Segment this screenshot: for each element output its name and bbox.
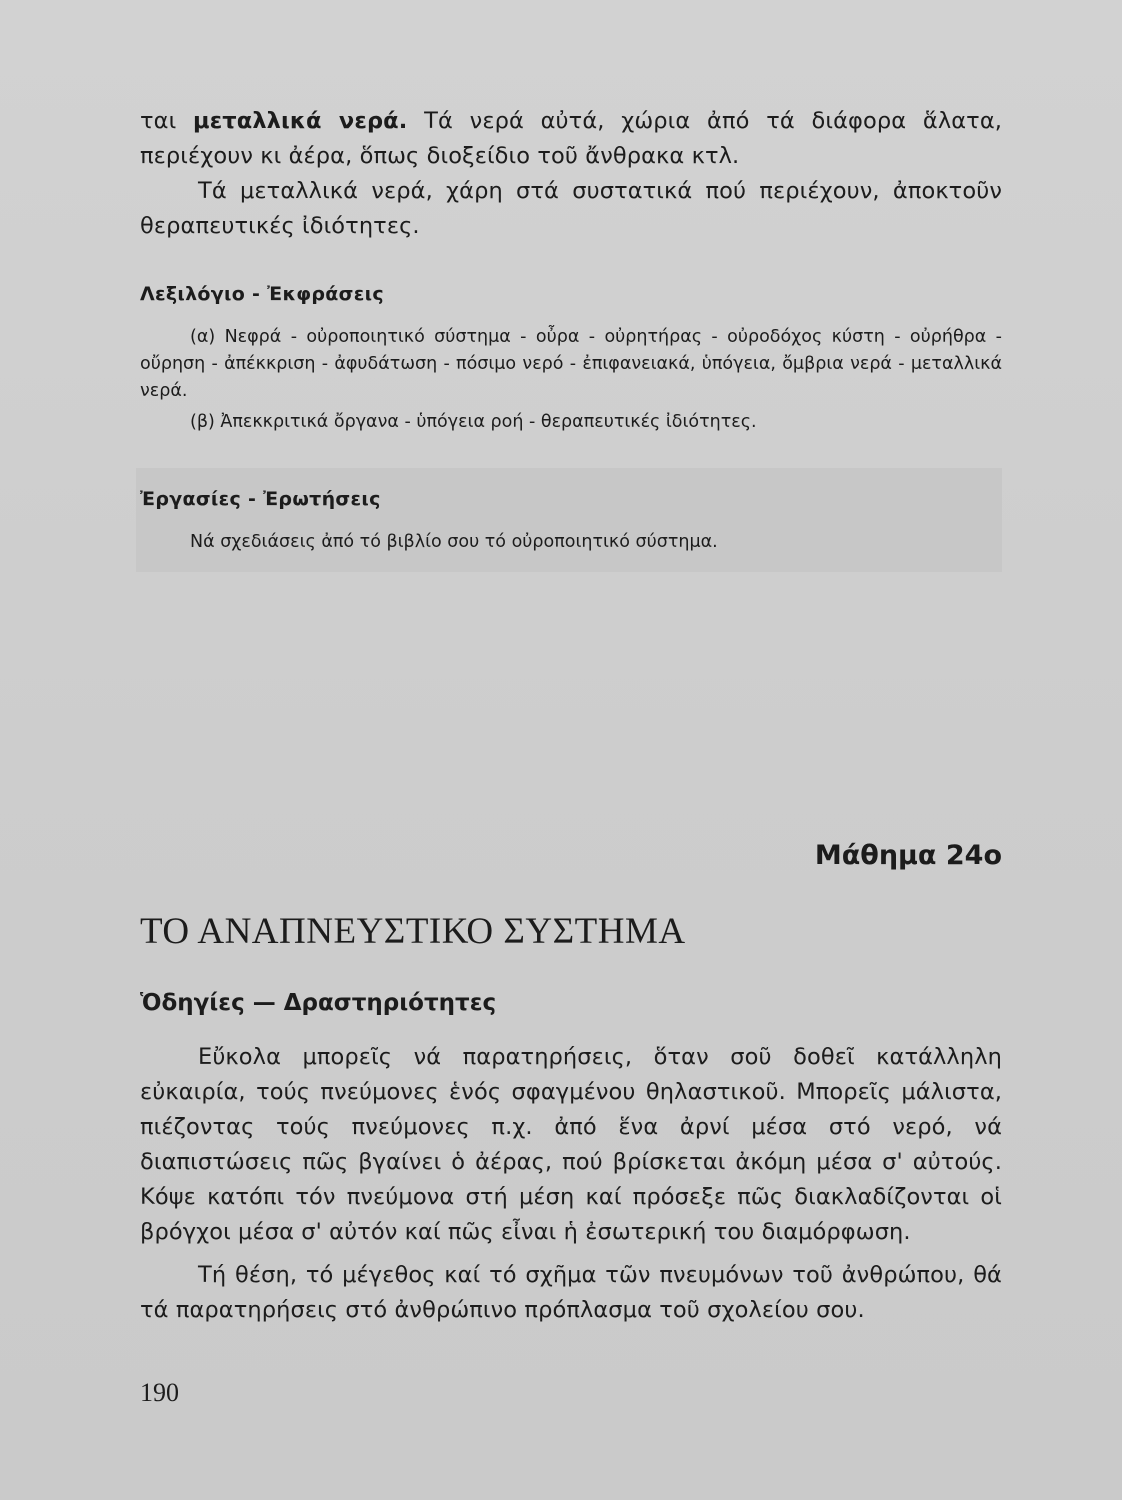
vocabulary-list xyxy=(140,324,1002,436)
exercises-text-block xyxy=(140,529,1002,556)
print-shadow-band xyxy=(136,468,1002,572)
vocabulary-heading: Λεξιλόγιο - Ἐκφράσεις xyxy=(140,283,384,305)
page-number: 190 xyxy=(140,1378,179,1407)
lesson-label: Μάθημα 24ο xyxy=(814,840,1002,871)
exercises-heading: Ἐργασίες - Ἐρωτήσεις xyxy=(140,488,381,510)
vocabulary-item-b: (β) Ἀπεκκριτικά ὄργανα - ὑπόγεια ροή - θεραπευτικές ἰδιότητες. xyxy=(190,412,757,432)
instructions-body xyxy=(140,1040,1002,1328)
top-paragraph xyxy=(140,104,1002,244)
exercises-text: Νά σχεδιάσεις ἀπό τό βιβλίο σου τό οὐροποιητικό σύστημα. xyxy=(190,532,718,552)
term-metallika-nera: μεταλλικά νερά. xyxy=(193,108,408,134)
vocabulary-item-a: (α) Νεφρά - οὐροποιητικό σύστημα - οὖρα - οὐρητήρας - οὐροδόχος κύστη - οὐρήθρα - οὔρηση - ἀπέκκριση - ἀφυδάτωση - πόσιμο νερό - ἐπιφανειακά, ὑπόγεια, ὄμβρια νερά - μεταλλικά νερά. xyxy=(140,327,1002,401)
text-fragment: ται xyxy=(140,108,194,134)
instructions-heading: Ὁδηγίες — Δραστηριότητες xyxy=(140,990,497,1016)
chapter-title: ΤΟ ΑΝΑΠΝΕΥΣΤΙΚΟ ΣΥΣΤΗΜΑ xyxy=(140,911,686,952)
instructions-paragraph-1: Εὔκολα μπορεῖς νά παρατηρήσεις, ὅταν σοῦ δοθεῖ κατάλληλη εὐκαιρία, τούς πνεύμονες ἑνός σφαγμένου θηλαστικοῦ. Μπορεῖς μάλιστα, πιέζοντας τούς πνεύμονες π.χ. ἀπό ἕνα ἀρνί μέσα στό νερό, νά διαπιστώσεις πῶς βγαίνει ὁ ἀέρας, πού βρίσκεται ἀκόμη μέσα σ' αὐτούς. Κόψε κατόπι τόν πνεύμονα στή μέση καί πρόσεξε πῶς διακλαδίζονται οἱ βρόγχοι μέσα σ' αὐτόν καί πῶς εἶναι ἡ ἐσωτερική του διαμόρφωση. xyxy=(140,1044,1002,1245)
text-fragment: Τά νερά αὐτά, χώρια ἀπό τά διάφορα ἅλατα, περιέχουν κι ἀέρα, ὅπως διοξείδιο τοῦ ἄνθρακα κτλ. xyxy=(140,108,1003,169)
paragraph-therapeutic: Τά μεταλλικά νερά, χάρη στά συστατικά πού περιέχουν, ἀποκτοῦν θεραπευτικές ἰδιότητες. xyxy=(140,178,1002,239)
instructions-paragraph-2: Τή θέση, τό μέγεθος καί τό σχῆμα τῶν πνευμόνων τοῦ ἀνθρώπου, θά τά παρατηρήσεις στό ἀνθρώπινο πρόπλασμα τοῦ σχολείου σου. xyxy=(140,1262,1002,1323)
